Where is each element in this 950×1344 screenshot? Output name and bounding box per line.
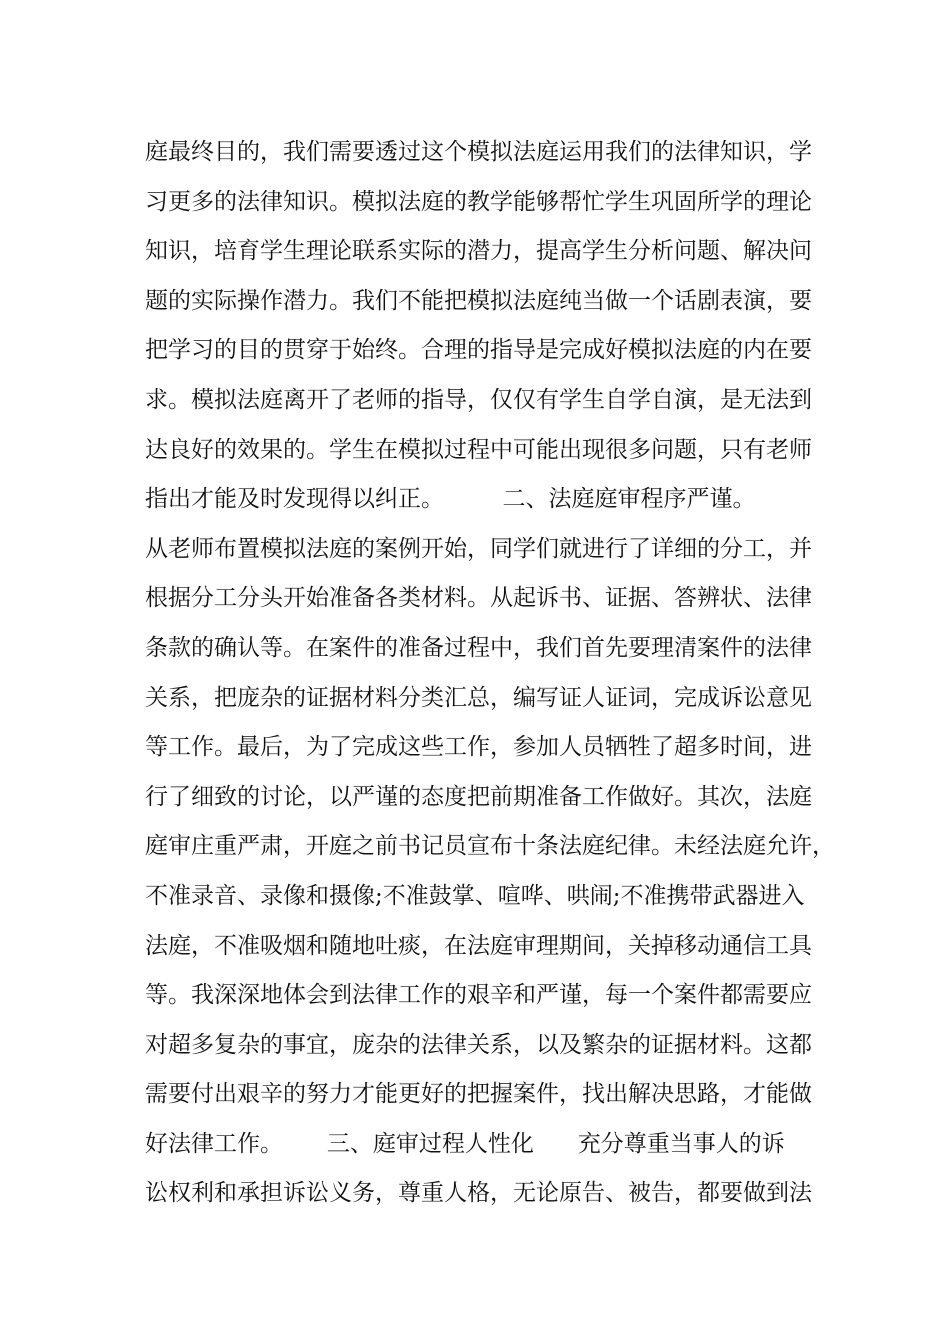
body-text bbox=[145, 128, 835, 1219]
text-line: 指出才能及时发现得以纠正。 二、法庭庭审程序严谨。 bbox=[145, 486, 756, 513]
text-line: 法庭，不准吸烟和随地吐痰，在法庭审理期间，关掉移动通信工具 bbox=[145, 932, 812, 959]
text-line: 等工作。最后，为了完成这些工作，参加人员牺牲了超多时间，进 bbox=[145, 734, 812, 761]
text-line: 达良好的效果的。学生在模拟过程中可能出现很多问题，只有老师 bbox=[145, 436, 812, 463]
text-line: 需要付出艰辛的努力才能更好的把握案件，找出解决思路，才能做 bbox=[145, 1081, 812, 1108]
text-line: 从老师布置模拟法庭的案例开始，同学们就进行了详细的分工，并 bbox=[145, 535, 812, 562]
text-line: 庭最终目的，我们需要透过这个模拟法庭运用我们的法律知识，学 bbox=[145, 139, 812, 165]
text-line: 把学习的目的贯穿于始终。合理的指导是完成好模拟法庭的内在要 bbox=[145, 337, 812, 364]
text-line: 求。模拟法庭离开了老师的指导，仅仅有学生自学自演，是无法到 bbox=[145, 386, 812, 413]
text-line: 讼权利和承担诉讼义务，尊重人格，无论原告、被告，都要做到法 bbox=[145, 1180, 812, 1207]
text-line: 根据分工分头开始准备各类材料。从起诉书、证据、答辨状、法律 bbox=[145, 585, 812, 612]
text-line: 对超多复杂的事宜，庞杂的法律关系，以及繁杂的证据材料。这都 bbox=[145, 1031, 812, 1058]
text-line: 关系，把庞杂的证据材料分类汇总，编写证人证词，完成诉讼意见 bbox=[145, 684, 812, 711]
text-line: 行了细致的讨论，以严谨的态度把前期准备工作做好。其次，法庭 bbox=[145, 783, 812, 810]
text-line: 条款的确认等。在案件的准备过程中，我们首先要理清案件的法律 bbox=[145, 634, 812, 661]
text-line: 不准录音、录像和摄像;不准鼓掌、喧哗、哄闹;不准携带武器进入 bbox=[145, 882, 805, 909]
text-line: 庭审庄重严肃，开庭之前书记员宣布十条法庭纪律。未经法庭允许， bbox=[145, 833, 835, 860]
text-line: 知识，培育学生理论联系实际的潜力，提高学生分析问题、解决问 bbox=[145, 238, 812, 265]
text-line: 等。我深深地体会到法律工作的艰辛和严谨，每一个案件都需要应 bbox=[145, 982, 812, 1009]
text-line: 习更多的法律知识。模拟法庭的教学能够帮忙学生巩固所学的理论 bbox=[145, 188, 812, 215]
text-line: 好法律工作。 三、庭审过程人性化 充分尊重当事人的诉 bbox=[145, 1130, 785, 1157]
text-line: 题的实际操作潜力。我们不能把模拟法庭纯当做一个话剧表演，要 bbox=[145, 287, 812, 314]
